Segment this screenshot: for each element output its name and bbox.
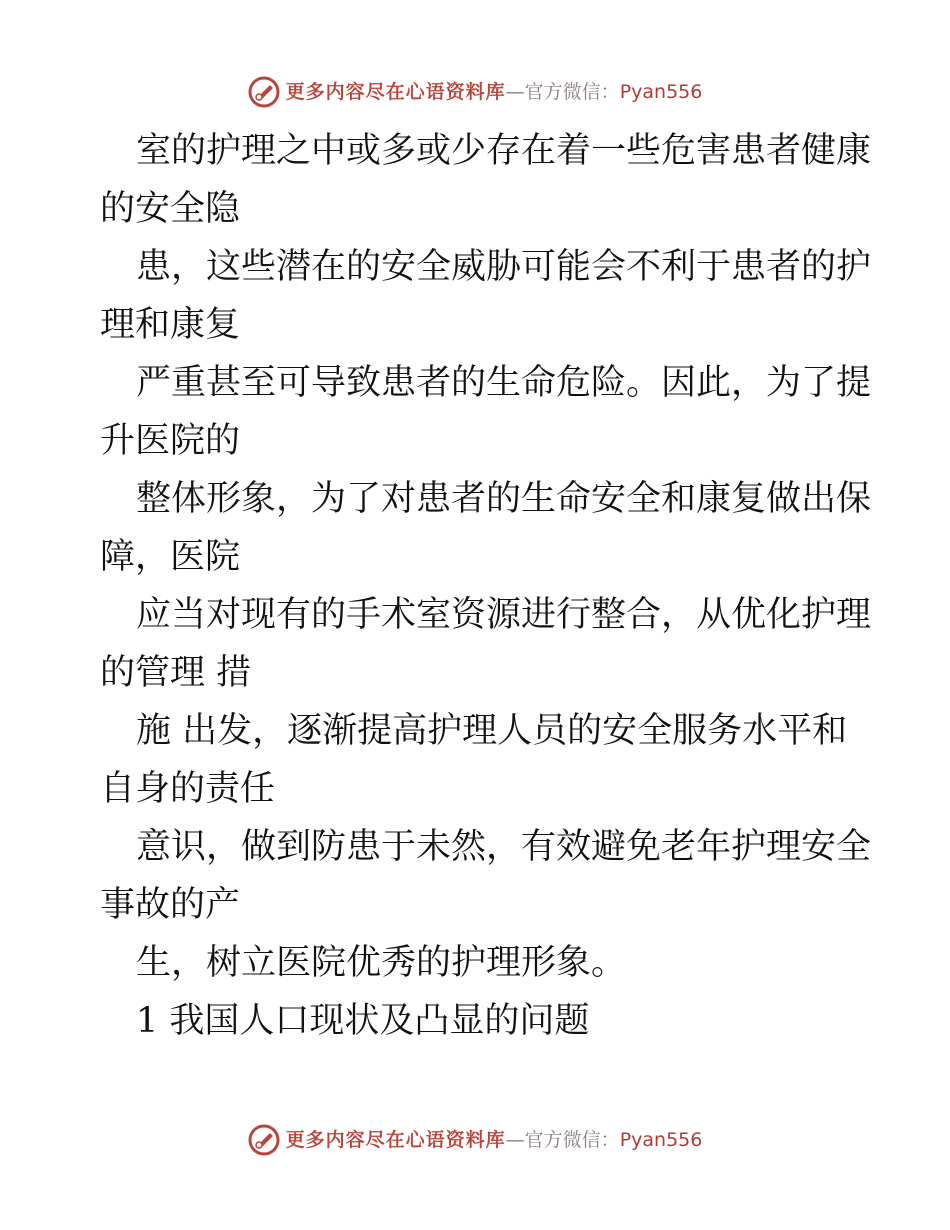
text-line: 应当对现有的手术室资源进行整合，从优化护理	[136, 595, 872, 635]
text-line: 的安全隐	[100, 189, 241, 229]
banner-wechat-id: Pyan556	[619, 81, 703, 103]
text-line: 障，医院	[100, 537, 241, 577]
footer-banner	[0, 1124, 950, 1156]
text-line: 的管理 措	[100, 653, 252, 693]
section-heading: 1 我国人口现状及凸显的问题	[136, 1001, 590, 1041]
banner-wechat-id: Pyan556	[619, 1129, 703, 1151]
text-line: 室的护理之中或多或少存在着一些危害患者健康	[136, 131, 872, 171]
brand-logo-icon	[248, 76, 280, 108]
text-line: 事故的产	[100, 885, 241, 925]
text-line: 自身的责任	[100, 769, 276, 809]
text-line: 整体形象，为了对患者的生命安全和康复做出保	[136, 479, 872, 519]
text-line: 意识，做到防患于未然，有效避免老年护理安全	[136, 827, 872, 867]
text-line: 严重甚至可导致患者的生命危险。因此，为了提	[136, 363, 872, 403]
text-line: 升医院的	[100, 421, 241, 461]
document-body	[100, 122, 872, 1050]
text-line: 生，树立医院优秀的护理形象。	[136, 943, 627, 983]
text-line: 患，这些潜在的安全威胁可能会不利于患者的护	[136, 247, 872, 287]
banner-main-text: 更多内容尽在心语资料库	[285, 1129, 506, 1151]
header-banner	[0, 76, 950, 108]
banner-dash-text: —官方微信：	[505, 81, 620, 103]
text-line: 施 出发，逐渐提高护理人员的安全服务水平和	[136, 711, 848, 751]
brand-logo-icon	[248, 1124, 280, 1156]
banner-main-text: 更多内容尽在心语资料库	[285, 81, 506, 103]
banner-dash-text: —官方微信：	[505, 1129, 620, 1151]
text-line: 理和康复	[100, 305, 241, 345]
